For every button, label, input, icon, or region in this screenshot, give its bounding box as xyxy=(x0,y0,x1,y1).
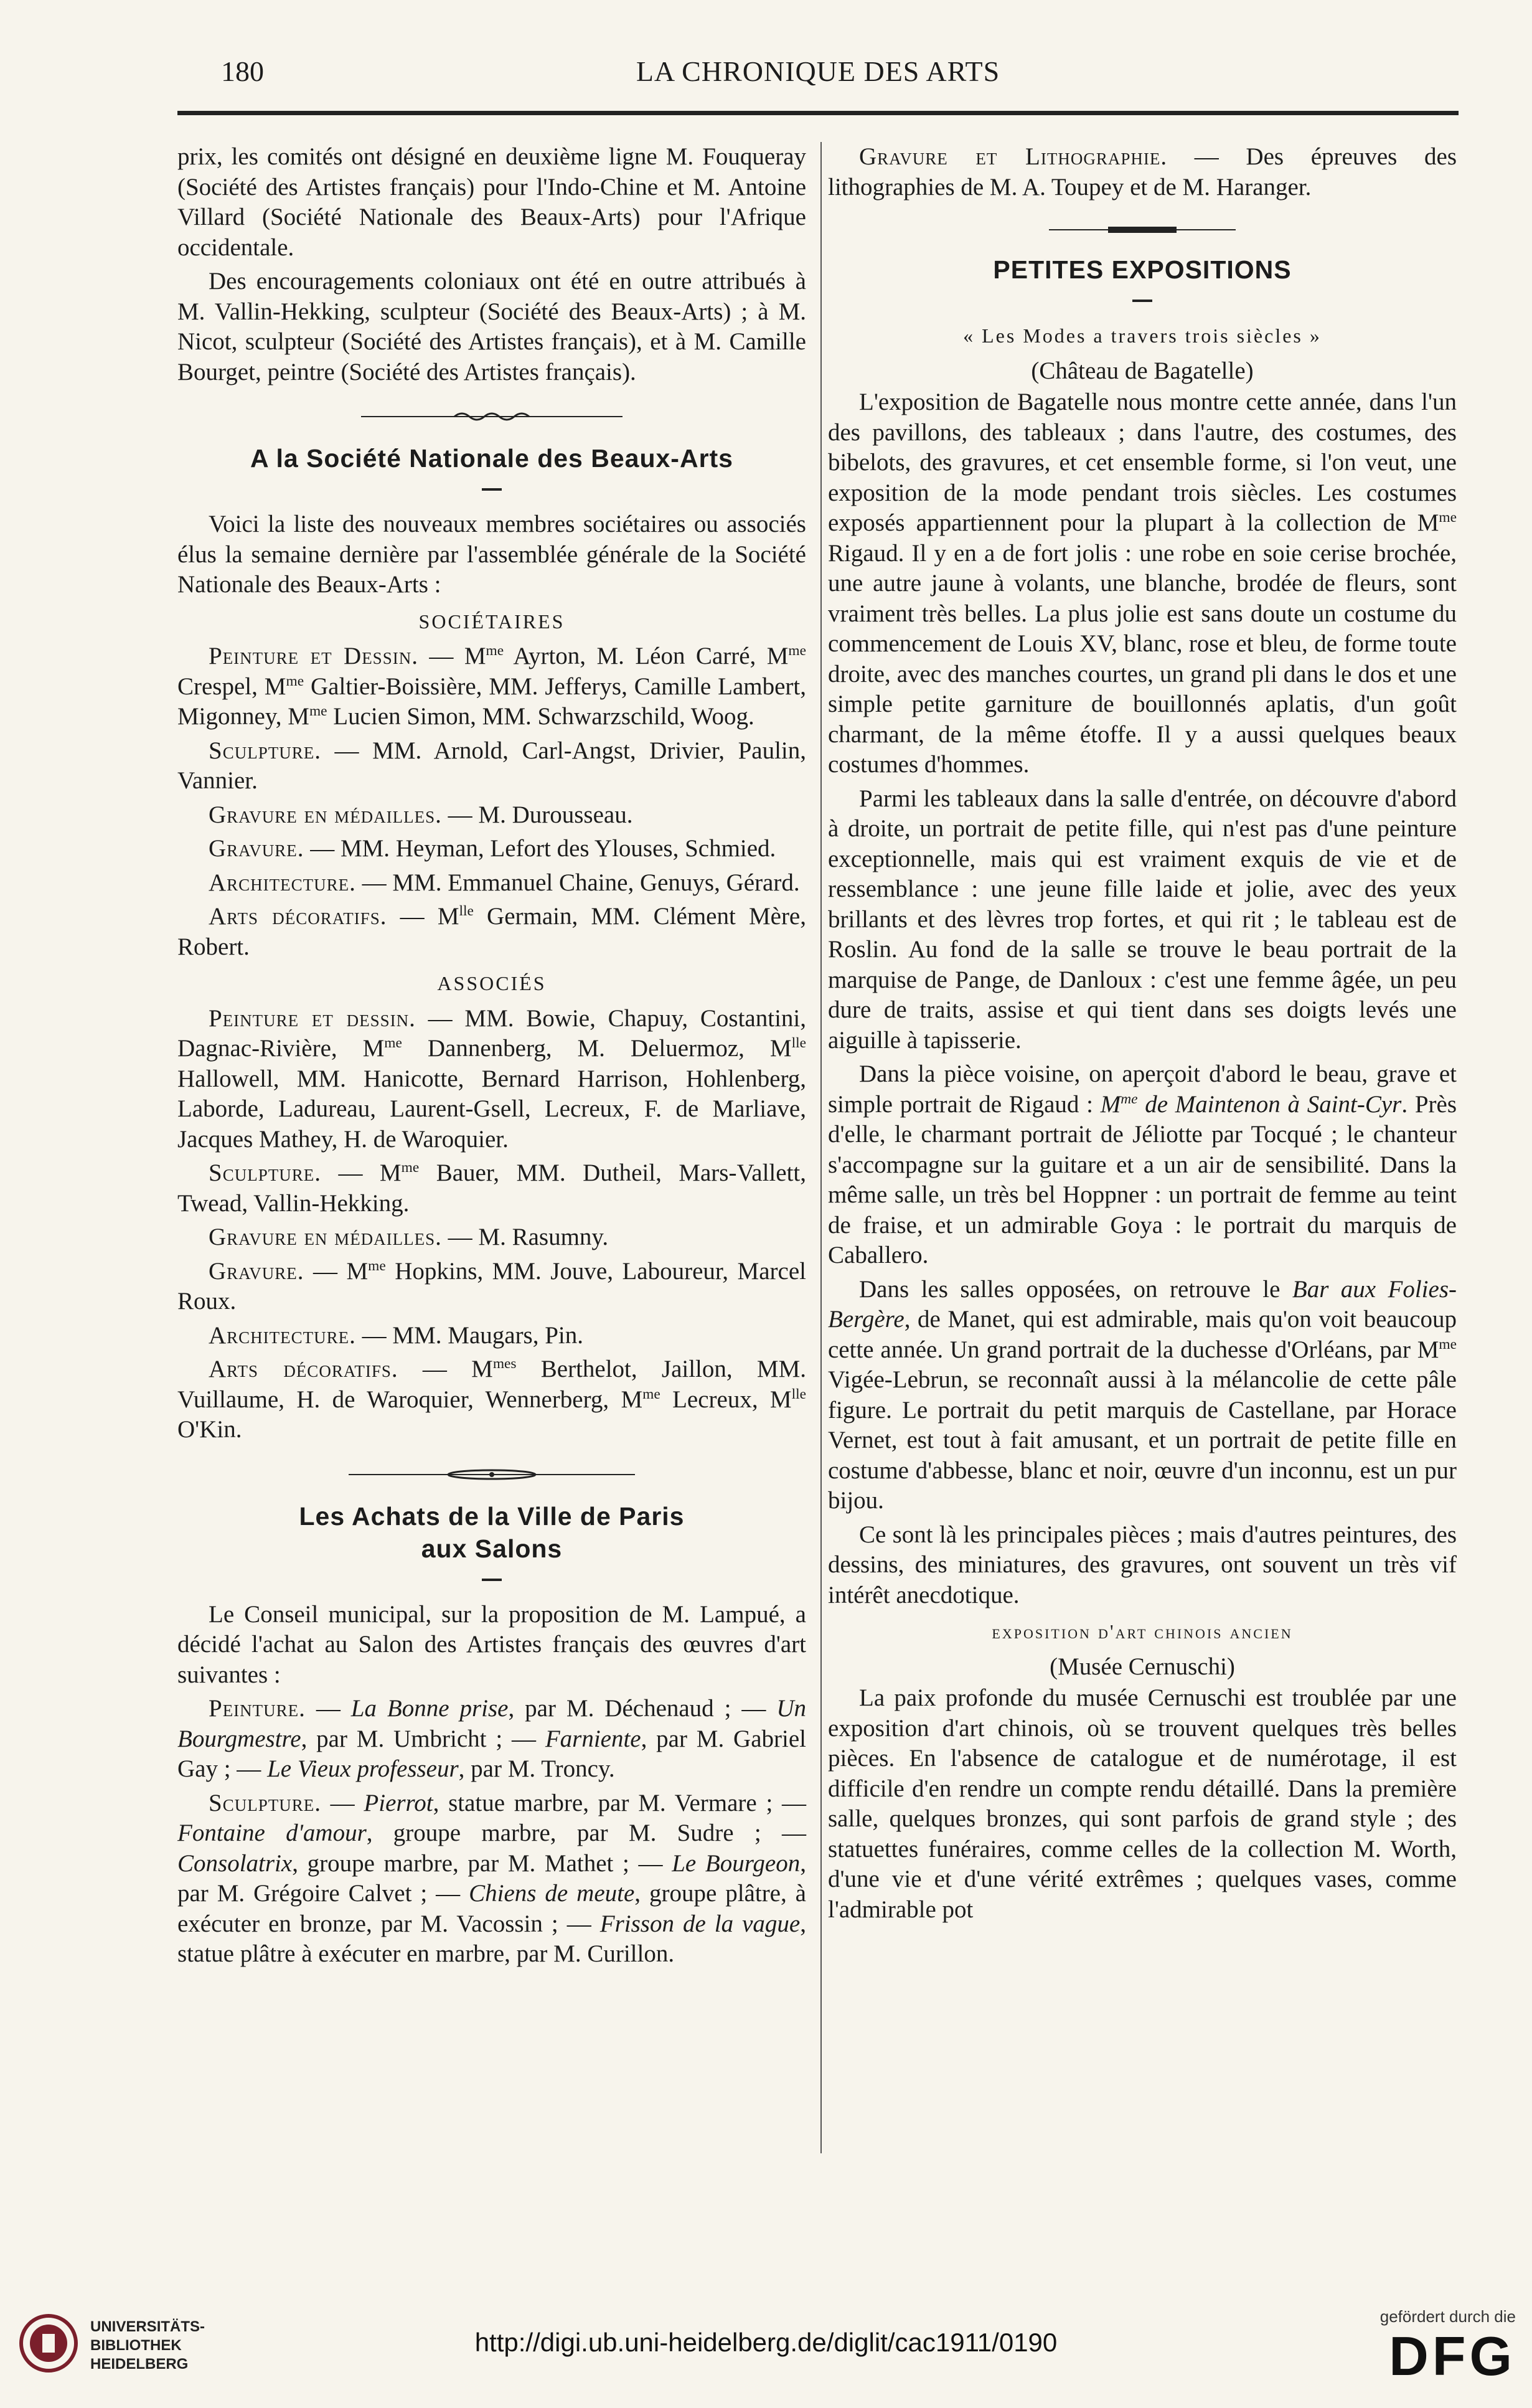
paragraph: Parmi les tableaux dans la salle d'entrée, on découvre d'abord à droite, un portrait de petite fille, qui n'est pas d'une peinture exceptionnelle, mais qui est vraiment exquis de vie et de ressemblance : une jeune fille laide et jolie, avec des yeux brillants et des lèvres trop fortes, et qui rit ; le tableau est de Roslin. Au fond de la salle se trouve le beau portrait de la marquise de Pange, de Danloux : c'est une femme âgée, un peu dure de traits, assise et qui tient dans ses doigts levés une aiguille à tapisserie. xyxy=(828,785,1457,1054)
column-divider xyxy=(820,142,822,2153)
paragraph: Voici la liste des nouveaux membres sociétaires ou associés élus la semaine dernière par l'assemblée générale de la Société Nationale des Beaux-Arts : xyxy=(177,511,806,598)
paragraph: Des encouragements coloniaux ont été en outre attribués à M. Vallin-Hekking, sculpteur (Société des Beaux-Arts) ; à M. Nicot, sculpteur (Société des Artistes français), et à M. Camille Bourget, peintre (Société des Artistes français). xyxy=(177,268,806,385)
title-dash xyxy=(482,1579,502,1581)
paragraph: Ce sont là les principales pièces ; mais d'autres peintures, des dessins, des miniatures, des gravures, ont souvent un très vif intérêt anecdotique. xyxy=(828,1521,1457,1608)
ornament-divider xyxy=(1049,225,1236,235)
member-entry: Gravure. — MM. Heyman, Lefort des Ylouses, Schmied. xyxy=(209,835,776,862)
paragraph: prix, les comités ont désigné en deuxième ligne M. Fouqueray (Société des Artistes français) pour l'Indo-Chine et M. Antoine Villard (Société Nationale des Beaux-Arts) pour l'Afrique occidentale. xyxy=(177,143,806,261)
member-entry: Architecture. — MM. Emmanuel Chaine, Genuys, Gérard. xyxy=(209,869,800,896)
subheading: ASSOCIÉS xyxy=(437,972,547,994)
member-entry: Peinture et Dessin. — $M^{me}$ Ayrton, M. Léon Carré, $M^{me}$ Crespel, $M^{me}$ Galtier-Boissière, MM. Jefferys, Camille Lambert, Migonney, $M^{me}$ Lucien Simon, MM. Schwarzschild, Woog. xyxy=(177,643,807,730)
purchase-entry: Sculpture. — Pierrot, statue marbre, par M. Vermare ; — Fontaine d'amour, groupe marbre, par M. Sudre ; — Consolatrix, groupe marbre, par M. Mathet ; — Le Bourgeon, par M. Grégoire Calvet ; — Chiens de meute, groupe plâtre, à exécuter en bronze, par M. Vacossin ; — Frisson de la vague, statue plâtre à exécuter en marbre, par M. Curillon. xyxy=(177,1789,807,1967)
page-number: 180 xyxy=(221,55,264,87)
member-entry: Sculpture. — $M^{me}$ Bauer, MM. Dutheil, Mars-Vallett, Twead, Vallin-Hekking. xyxy=(177,1159,806,1217)
paragraph: Le Conseil municipal, sur la proposition de M. Lampué, a décidé l'achat au Salon des Artistes français des œuvres d'art suivantes : xyxy=(177,1600,806,1688)
paragraph: La paix profonde du musée Cernuschi est troublée par une exposition d'art chinois, où se trouvent quelques très belles pièces. En l'absence de catalogue et de numérotage, il est difficile d'en rendre un compte rendu détaillé. Dans la première salle, quelques bronzes, qui sont parfois de grand style ; des statuettes funéraires, comme celles de la collection M. Worth, d'une vie et d'une vérité extrêmes ; quelques vases, comme l'admirable pot xyxy=(828,1684,1457,1923)
ornament-divider xyxy=(361,410,623,423)
left-column xyxy=(177,142,806,1973)
funder-logo[interactable] xyxy=(1366,2307,1516,2394)
title-dash xyxy=(482,488,502,491)
subheading: exposition d'art chinois ancien xyxy=(992,1620,1293,1643)
member-entry: Arts décoratifs. — $M^{lle}$ Germain, MM. Clément Mère, Robert. xyxy=(177,903,806,960)
source-url-link[interactable]: http://digi.ub.uni-heidelberg.de/diglit/cac1911/0190 xyxy=(474,2328,1058,2357)
member-entry: Gravure en médailles. — M. Durousseau. xyxy=(209,801,633,828)
paragraph: Dans les salles opposées, on retrouve le Bar aux Folies-Bergère, de Manet, qui est admirable, mais qu'on voit beaucoup cette année. Un grand portrait de la duchesse d'Orléans, par $M^{me}$ Vigée-Lebrun, se reconnaît aussi à la mélancolie de cette pâle figure. Le portrait du petit marquis de Castellane, par Horace Vernet, est tout à fait amusant, et un portrait de petite fille en costume d'abbesse, blanc et noir, œuvre d'un inconnu, est un pur bijou. xyxy=(828,1275,1457,1514)
section-title: Les Achats de la Ville de Paris aux Salons xyxy=(299,1501,685,1563)
member-entry: Architecture. — MM. Maugars, Pin. xyxy=(209,1321,584,1349)
subheading: SOCIÉTAIRES xyxy=(418,610,565,633)
member-entry: Sculpture. — MM. Arnold, Carl-Angst, Drivier, Paulin, Vannier. xyxy=(177,737,806,794)
ornament-divider xyxy=(349,1468,635,1481)
paragraph: Dans la pièce voisine, on aperçoit d'abord le beau, grave et simple portrait de Rigaud : $M^{me}$ de Maintenon à Saint-Cyr. Près d'elle, le charmant portrait de Jéliotte par Tocqué ; le chanteur s'accompagne sur la guitare et a un air de sensibilité. Dans la même salle, un très bel Hoppner : un portrait de femme au teint de fraise, et un admirable Goya : le portrait du marquis de Caballero. xyxy=(828,1060,1457,1268)
paragraph: Gravure et Lithographie. — Des épreuves des lithographies de M. A. Toupey et de M. Haranger. xyxy=(828,143,1457,201)
page-header xyxy=(177,55,1459,98)
library-name: UNIVERSITÄTS- BIBLIOTHEK HEIDELBERG xyxy=(90,2318,205,2373)
header-rule xyxy=(177,111,1459,115)
right-column xyxy=(828,142,1457,1929)
member-entry: Peinture et dessin. — MM. Bowie, Chapuy, Costantini, Dagnac-Rivière, $M^{me}$ Dannenberg, M. Deluermoz, $M^{lle}$ Hallowell, MM. Hanicotte, Bernard Harrison, Hohlenberg, Laborde, Ladureau, Laurent-Gsell, Lecreux, F. de Marliave, Jacques Mathey, H. de Waroquier. xyxy=(177,1004,806,1153)
dfg-logo-icon: DFG xyxy=(1389,2325,1516,2387)
running-title: LA CHRONIQUE DES ARTS xyxy=(636,55,1000,87)
subheading: « Les Modes a travers trois siècles » xyxy=(963,324,1322,347)
funder-note: gefördert durch die xyxy=(1379,2307,1516,2326)
section-title: A la Société Nationale des Beaux-Arts xyxy=(250,444,733,473)
paragraph: L'exposition de Bagatelle nous montre cette année, dans l'un des pavillons, des tableaux ; dans l'autre, des costumes, des bibelots, des gravures, et cet ensemble forme, si l'on veut, une exposition de la mode pendant trois siècles. Les costumes exposés appartiennent pour la plupart à la collection de $M^{me}$ Rigaud. Il y en a de fort jolis : une robe en soie cerise brochée, une autre jaune à volants, une blanche, brodée de fleurs, sont vraiment très belles. La plus jolie est sans doute un costume du commencement de Louis XV, blanc, rose et bleu, de forme toute droite, avec des manches courtes, un grand pli dans le dos et une simple petite garniture de bouillonnés aplatis, d'un goût charmant, de la même étoffe. Il y a aussi quelques beaux costumes d'hommes. xyxy=(828,389,1457,778)
member-entry: Arts décoratifs. — $M^{mes}$ Berthelot, Jaillon, MM. Vuillaume, H. de Waroquier, Wennerberg, $M^{me}$ Lecreux, $M^{lle}$ O'Kin. xyxy=(177,1356,806,1443)
member-entry: Gravure en médailles. — M. Rasumny. xyxy=(209,1224,609,1250)
title-dash xyxy=(1132,300,1152,302)
purchase-entry: Peinture. — La Bonne prise, par M. Déchenaud ; — Un Bourgmestre, par M. Umbricht ; — Farniente, par M. Gabriel Gay ; — Le Vieux professeur, par M. Troncy. xyxy=(177,1695,807,1782)
subtitle: (Château de Bagatelle) xyxy=(1031,357,1254,384)
subtitle: (Musée Cernuschi) xyxy=(1050,1653,1235,1680)
member-entry: Gravure. — $M^{me}$ Hopkins, MM. Jouve, Laboureur, Marcel Roux. xyxy=(177,1257,806,1315)
section-title: PETITES EXPOSITIONS xyxy=(993,255,1292,284)
